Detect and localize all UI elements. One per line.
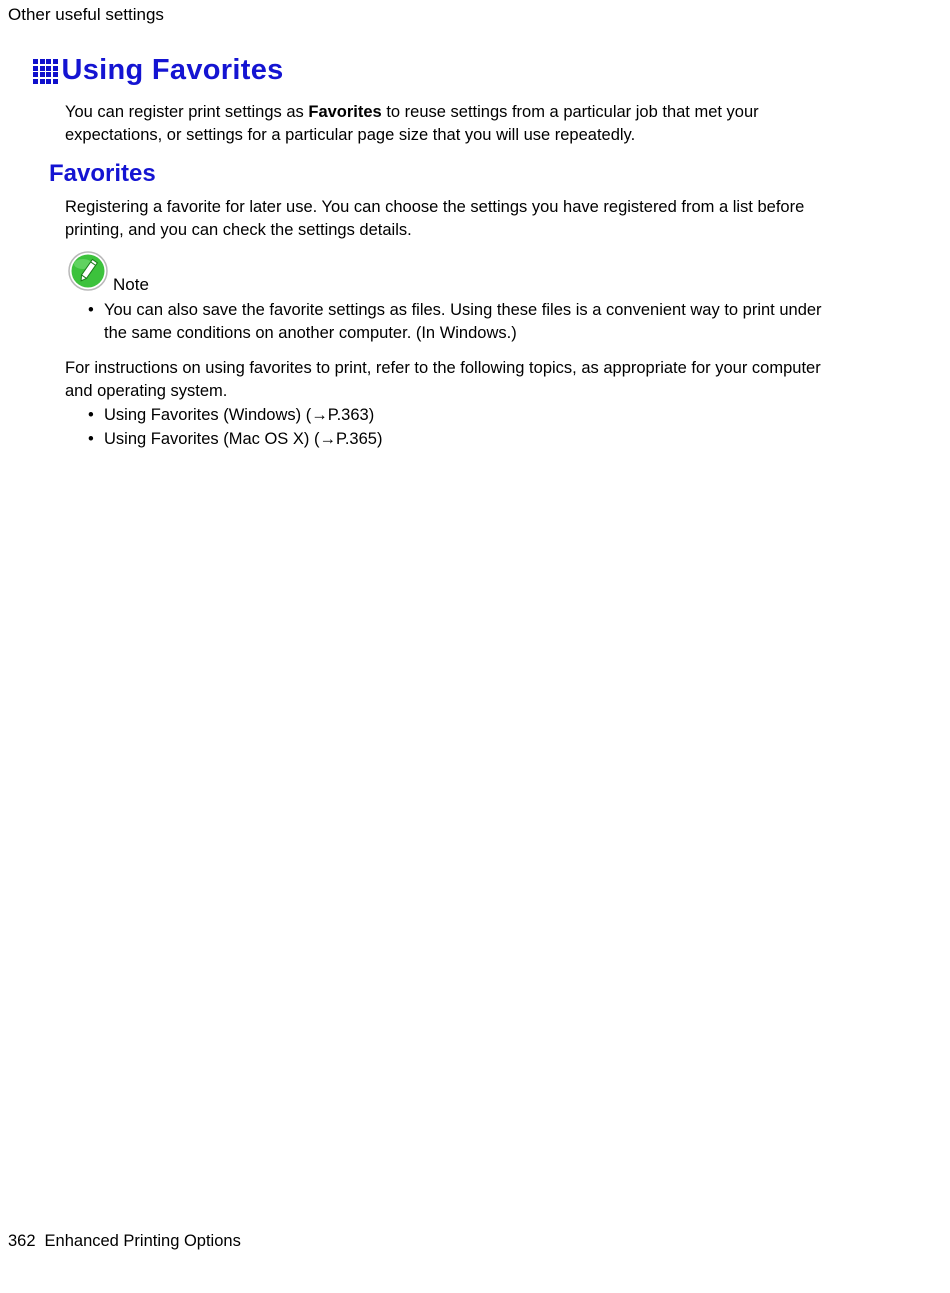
intro-bold-term: Favorites — [308, 103, 382, 121]
note-item: • You can also save the favorite settings as files. Using these files is a convenient way to print under the same conditions on another computer. (In Windows.) — [88, 299, 848, 344]
topic-link-mac[interactable]: Using Favorites (Mac OS X) (→P.365) — [104, 430, 383, 448]
section-heading — [33, 54, 284, 87]
note-label: Note — [113, 275, 149, 294]
note-item-text: You can also save the favorite settings as files. Using these files is a convenient way to print under the same conditions on another computer. (In Windows.) — [104, 301, 822, 342]
page-footer — [8, 1232, 241, 1251]
instructions-paragraph: For instructions on using favorites to print, refer to the following topics, as appropriate for your computer and operating system. — [65, 359, 821, 400]
running-header: Other useful settings — [8, 5, 164, 24]
intro-text-start: You can register print settings as — [65, 103, 309, 121]
section-title: Using Favorites — [61, 54, 284, 86]
subsection-paragraph: Registering a favorite for later use. You can choose the settings you have registered from a list before printing, and you can check the settings details. — [65, 198, 805, 239]
list-item[interactable]: • Using Favorites (Windows) (→P.363) — [88, 403, 848, 427]
intro-paragraph — [65, 101, 855, 146]
chapter-title: Enhanced Printing Options — [44, 1232, 241, 1250]
note-list — [88, 299, 848, 344]
topic-list — [88, 403, 848, 451]
intro-text-end: to reuse settings from a particular job that met your expectations, or settings for a particular page size that you will use repeatedly. — [65, 103, 759, 144]
note-block — [68, 251, 149, 294]
list-item[interactable]: • Using Favorites (Mac OS X) (→P.365) — [88, 427, 848, 451]
topic-link-windows[interactable]: Using Favorites (Windows) (→P.363) — [104, 406, 375, 424]
grid-icon — [33, 59, 58, 84]
subsection-title: Favorites — [49, 160, 156, 187]
page-number: 362 — [8, 1232, 36, 1250]
pencil-icon — [68, 251, 108, 291]
